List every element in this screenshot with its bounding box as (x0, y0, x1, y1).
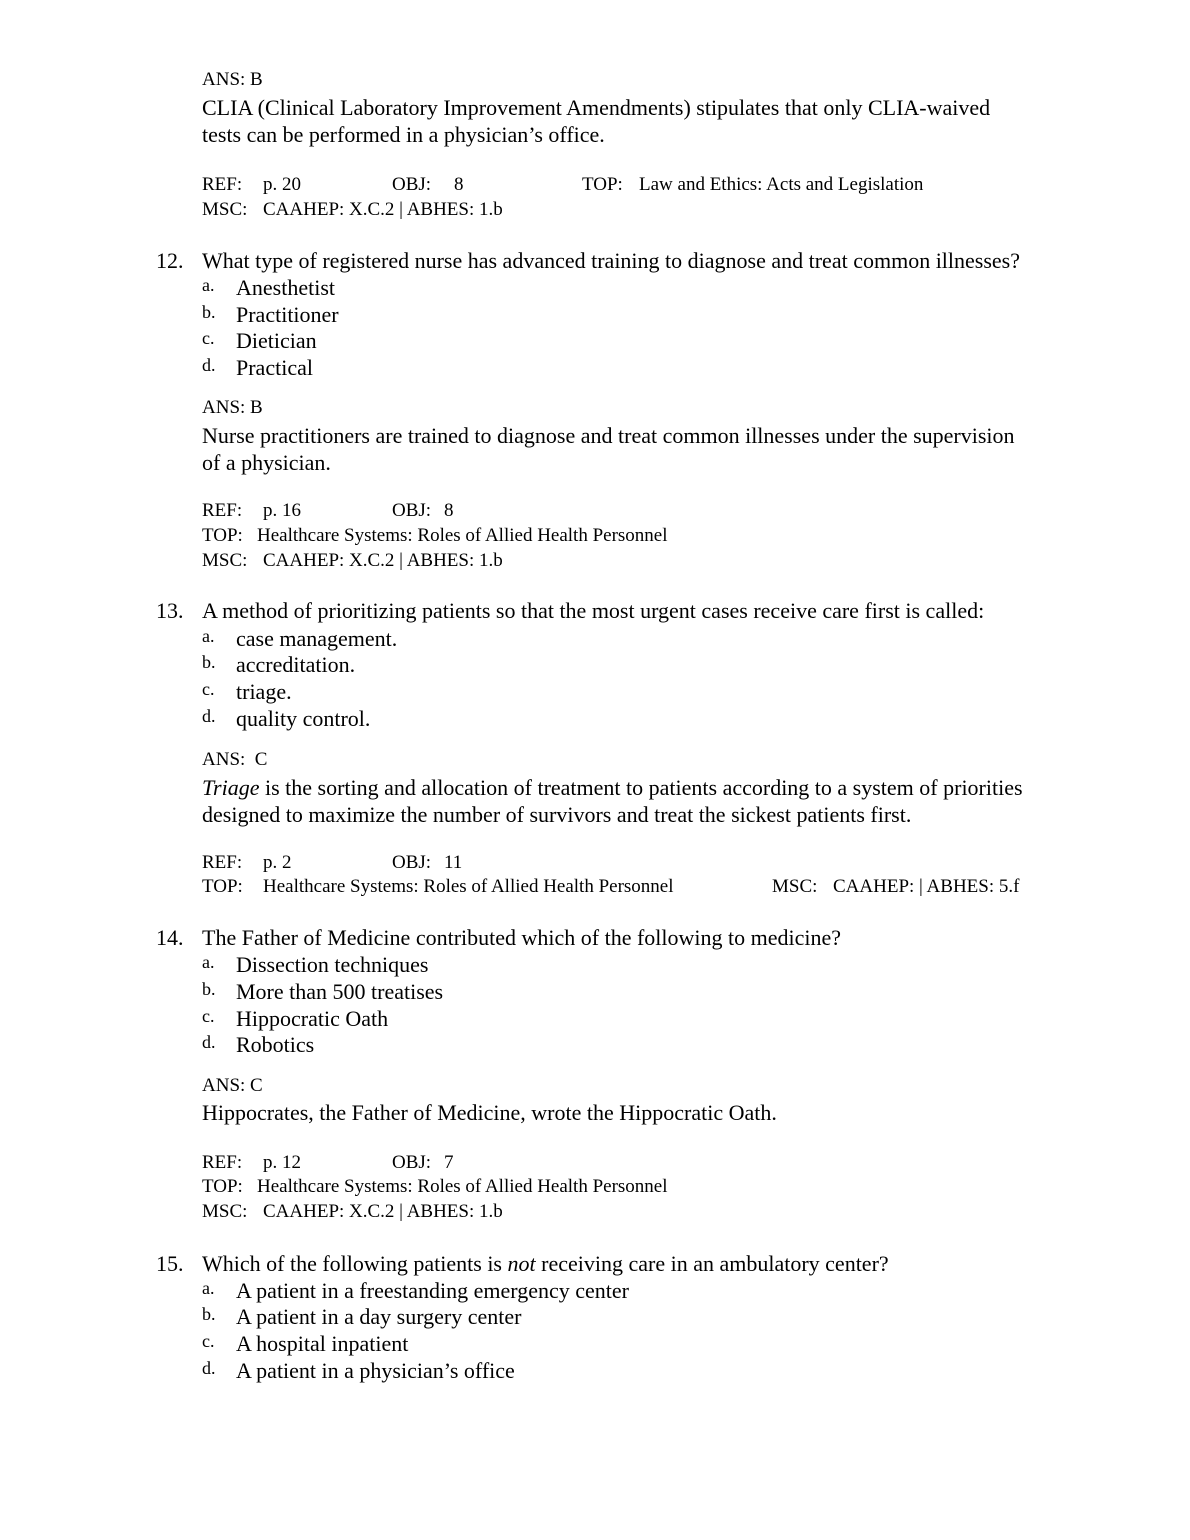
option-text: Anesthetist (236, 275, 335, 300)
obj-value: 11 (444, 852, 463, 873)
ref-value: p. 12 (263, 1152, 301, 1173)
rationale-line: CLIA (Clinical Laboratory Improvement Amendments) stipulates that only CLIA-waived (202, 95, 991, 120)
answer-line (202, 748, 267, 772)
answer-value: C (250, 1075, 263, 1096)
option-text: accreditation. (236, 652, 356, 677)
option-letter: a. (202, 952, 215, 972)
msc-label: MSC: (202, 550, 248, 571)
question-text-part: receiving care in an ambulatory center? (535, 1251, 889, 1276)
question-number: 15. (156, 1251, 184, 1276)
obj-value: 8 (444, 500, 454, 521)
topic-label: TOP: (202, 525, 243, 546)
topic-label: TOP: (202, 876, 243, 897)
question-text-part: Which of the following patients is (202, 1251, 508, 1276)
option-text: A hospital inpatient (236, 1331, 409, 1356)
ref-label: REF: (202, 500, 243, 521)
obj-label: OBJ: (392, 1152, 432, 1173)
rationale-line (202, 774, 1023, 801)
ref-value: p. 2 (263, 852, 292, 873)
option-text: More than 500 treatises (236, 979, 444, 1004)
question-number: 12. (156, 248, 184, 273)
rationale-line: tests can be performed in a physician’s office. (202, 122, 605, 147)
msc-value: CAAHEP: X.C.2 | ABHES: 1.b (263, 550, 503, 571)
option-letter: d. (202, 1358, 216, 1378)
option-letter: b. (202, 979, 216, 999)
msc-value: CAAHEP: | ABHES: 5.f (833, 876, 1020, 897)
question-text (202, 1250, 1102, 1277)
answer-label: ANS: (202, 1075, 246, 1096)
option-text: Robotics (236, 1032, 315, 1057)
question-text: A method of prioritizing patients so that the most urgent cases receive care first is called: (202, 598, 985, 623)
topic-value: Law and Ethics: Acts and Legislation (639, 174, 924, 195)
msc-label: MSC: (202, 1201, 248, 1222)
ref-label: REF: (202, 852, 243, 873)
obj-value: 8 (454, 174, 464, 195)
option-text: A patient in a freestanding emergency center (236, 1278, 629, 1303)
option-letter: d. (202, 355, 216, 375)
option-letter: c. (202, 679, 215, 699)
obj-label: OBJ: (392, 500, 432, 521)
option-letter: b. (202, 302, 216, 322)
emphasized-term: Triage (202, 775, 260, 800)
answer-label: ANS: (202, 749, 246, 770)
option-text: Hippocratic Oath (236, 1006, 389, 1031)
option-text: triage. (236, 679, 292, 704)
rationale-text: is the sorting and allocation of treatment to patients according to a system of priorities (259, 775, 1023, 800)
option-text: quality control. (236, 706, 371, 731)
topic-value: Healthcare Systems: Roles of Allied Health Personnel (263, 876, 674, 897)
ref-value: p. 20 (263, 174, 301, 195)
answer-value: B (250, 397, 263, 418)
msc-value: CAAHEP: X.C.2 | ABHES: 1.b (263, 1201, 503, 1222)
question-text: What type of registered nurse has advanced training to diagnose and treat common illnesses? (202, 248, 1021, 273)
topic-value: Healthcare Systems: Roles of Allied Health Personnel (257, 1176, 668, 1197)
option-text: Practical (236, 355, 313, 380)
answer-line (202, 396, 263, 420)
answer-value: C (254, 749, 268, 770)
obj-value: 7 (444, 1152, 454, 1173)
option-text: A patient in a day surgery center (236, 1304, 522, 1329)
topic-label: TOP: (582, 174, 623, 195)
option-letter: a. (202, 275, 215, 295)
ref-label: REF: (202, 174, 243, 195)
question-text: The Father of Medicine contributed which of the following to medicine? (202, 925, 842, 950)
msc-label: MSC: (202, 199, 248, 220)
option-letter: c. (202, 328, 215, 348)
option-letter: c. (202, 1006, 215, 1026)
option-text: Practitioner (236, 302, 339, 327)
option-text: A patient in a physician’s office (236, 1358, 515, 1383)
answer-label: ANS: (202, 397, 246, 418)
answer-line (202, 1074, 263, 1098)
option-letter: b. (202, 652, 216, 672)
question-number: 13. (156, 598, 184, 623)
option-letter: a. (202, 626, 215, 646)
option-letter: d. (202, 1032, 216, 1052)
msc-label: MSC: (772, 876, 818, 897)
option-letter: d. (202, 706, 216, 726)
option-text: case management. (236, 626, 398, 651)
question-number: 14. (156, 925, 184, 950)
option-text: Dietician (236, 328, 317, 353)
emphasized-term: not (507, 1251, 536, 1276)
rationale-line: Nurse practitioners are trained to diagnose and treat common illnesses under the supervision (202, 423, 1015, 448)
topic-label: TOP: (202, 1176, 243, 1197)
option-text: Dissection techniques (236, 952, 429, 977)
obj-label: OBJ: (392, 174, 432, 195)
answer-label: ANS: (202, 69, 246, 90)
ref-value: p. 16 (263, 500, 301, 521)
option-letter: b. (202, 1304, 216, 1324)
msc-value: CAAHEP: X.C.2 | ABHES: 1.b (263, 199, 503, 220)
rationale-line: Hippocrates, the Father of Medicine, wrote the Hippocratic Oath. (202, 1100, 777, 1125)
obj-label: OBJ: (392, 852, 432, 873)
rationale-line: of a physician. (202, 450, 331, 475)
option-letter: c. (202, 1331, 215, 1351)
topic-value: Healthcare Systems: Roles of Allied Health Personnel (257, 525, 668, 546)
answer-value: B (250, 69, 263, 90)
option-letter: a. (202, 1278, 215, 1298)
ref-label: REF: (202, 1152, 243, 1173)
rationale-line: designed to maximize the number of survivors and treat the sickest patients first. (202, 802, 912, 827)
answer-line (202, 68, 263, 92)
